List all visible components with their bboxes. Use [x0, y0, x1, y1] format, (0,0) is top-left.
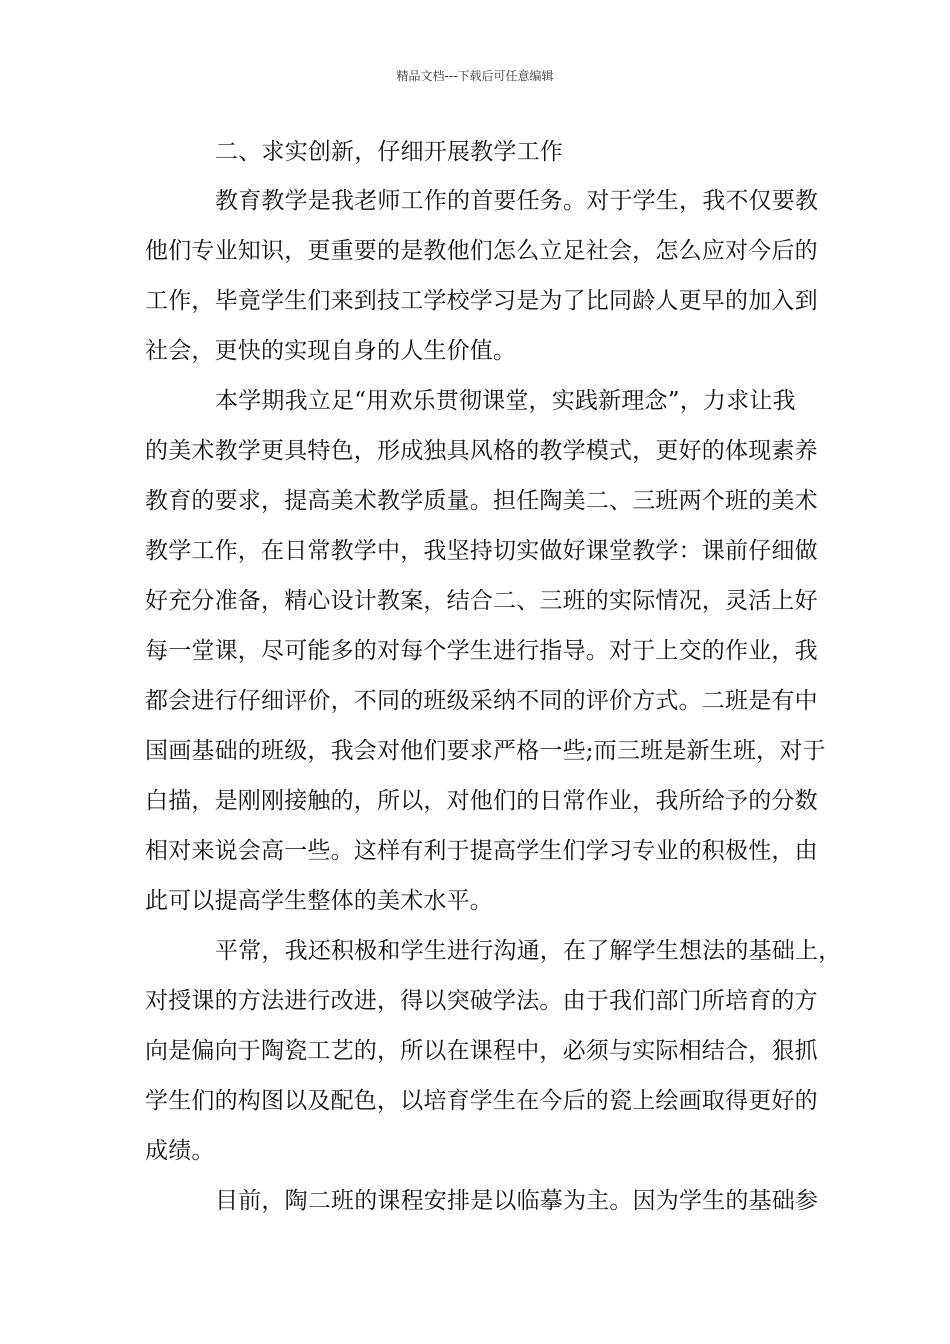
- section-heading: 二、求实创新，仔细开展教学工作: [215, 139, 563, 165]
- paragraph-1-line-2: 他们专业知识，更重要的是教他们怎么立足社会，怎么应对今后的: [145, 238, 818, 264]
- paragraph-3-line-4: 学生们的构图以及配色，以培育学生在今后的瓷上绘画取得更好的: [145, 1088, 818, 1114]
- paragraph-2-line-1: 本学期我立足“用欢乐贯彻课堂，实践新理念”，力求让我: [215, 388, 796, 414]
- paragraph-2-line-4: 教学工作，在日常教学中，我坚持切实做好课堂教学：课前仔细做: [145, 538, 818, 564]
- paragraph-2-line-2: 的美术教学更具特色，形成独具风格的教学模式，更好的体现素养: [145, 438, 818, 464]
- paragraph-2-line-6: 每一堂课，尽可能多的对每个学生进行指导。对于上交的作业，我: [145, 638, 818, 664]
- paragraph-2-line-5: 好充分准备，精心设计教案，结合二、三班的实际情况，灵活上好: [145, 588, 818, 614]
- paragraph-4-line-1: 目前，陶二班的课程安排是以临摹为主。因为学生的基础参: [215, 1188, 819, 1214]
- paragraph-2-line-7: 都会进行仔细评价，不同的班级采纳不同的评价方式。二班是有中: [145, 688, 818, 714]
- paragraph-1-line-4: 社会，更快的实现自身的人生价值。: [145, 338, 517, 364]
- paragraph-2-line-8: 国画基础的班级，我会对他们要求严格一些;而三班是新生班，对于: [145, 738, 826, 764]
- paragraph-2-line-10: 相对来说会高一些。这样有利于提高学生们学习专业的积极性，由: [145, 838, 818, 864]
- paragraph-1-line-1: 教育教学是我老师工作的首要任务。对于学生，我不仅要教: [215, 188, 819, 214]
- paragraph-3-line-2: 对授课的方法进行改进，得以突破学法。由于我们部门所培育的方: [145, 988, 818, 1014]
- paragraph-2-line-9: 白描，是刚刚接触的，所以，对他们的日常作业，我所给予的分数: [145, 788, 818, 814]
- paragraph-3-line-3: 向是偏向于陶瓷工艺的，所以在课程中，必须与实际相结合，狠抓: [145, 1038, 818, 1064]
- paragraph-2-line-3: 教育的要求，提高美术教学质量。担任陶美二、三班两个班的美术: [145, 488, 818, 514]
- page-header: 精品文档---下载后可任意编辑: [396, 69, 554, 83]
- paragraph-3-line-5: 成绩。: [145, 1138, 215, 1164]
- paragraph-3-line-1: 平常，我还积极和学生进行沟通，在了解学生想法的基础上，: [215, 938, 842, 964]
- paragraph-1-line-3: 工作，毕竟学生们来到技工学校学习是为了比同龄人更早的加入到: [145, 288, 818, 314]
- paragraph-2-line-11: 此可以提高学生整体的美术水平。: [145, 888, 493, 914]
